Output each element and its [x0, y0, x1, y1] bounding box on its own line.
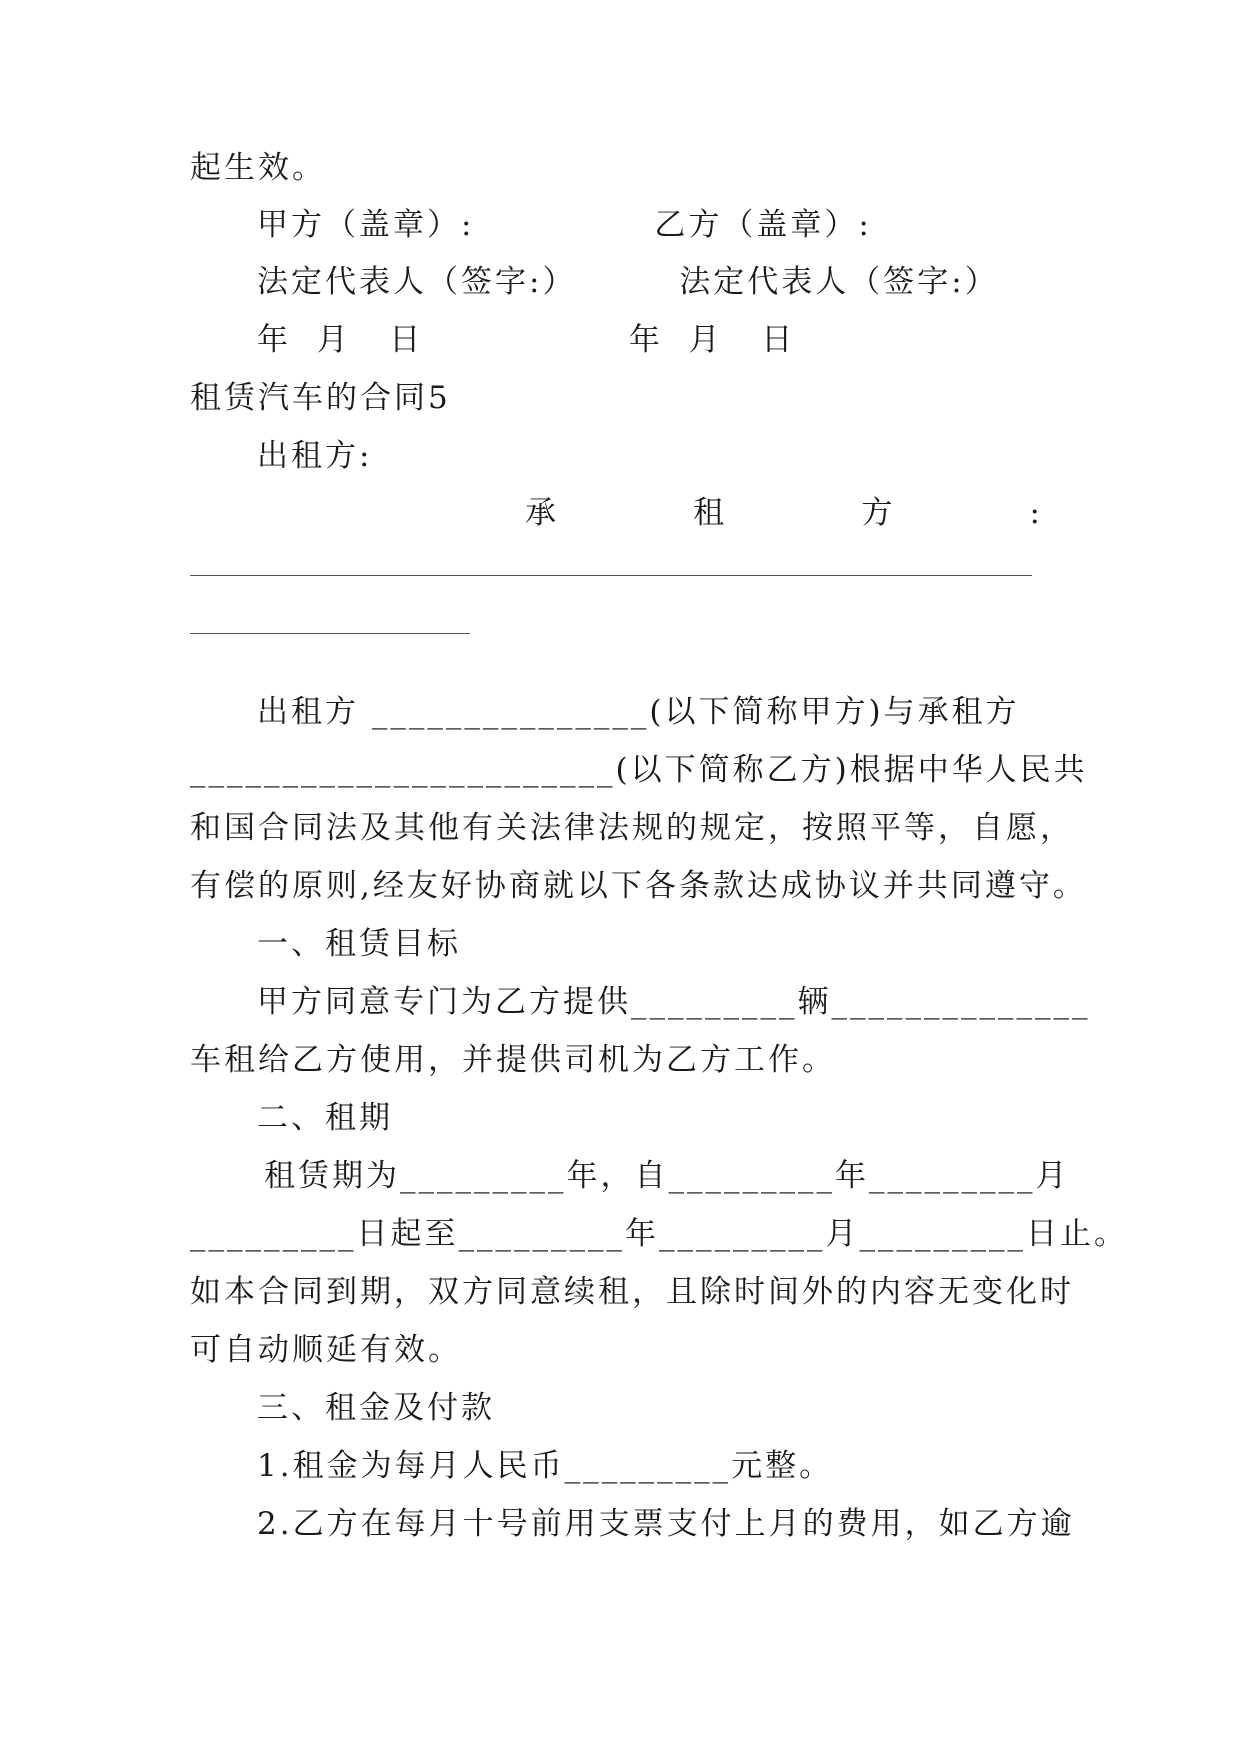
lessee-label [190, 493, 1040, 533]
section-heading: 二、租期 [257, 1100, 393, 1136]
text-line: 车租给乙方使用，并提供司机为乙方工作。 [190, 1042, 836, 1078]
text-line: 可自动顺延有效。 [190, 1332, 462, 1368]
text-line: 有偿的原则,经友好协商就以下各条款达成协议并共同遵守。 [190, 868, 1087, 904]
text-line: 和国合同法及其他有关法律法规的规定，按照平等，自愿， [190, 810, 1074, 846]
lessor-label: 出租方: [257, 438, 373, 474]
text-line: 出租方 _______________(以下简称甲方)与承租方 [257, 694, 1020, 730]
lessee-char: 租 [693, 495, 725, 531]
text-line: 起生效。 [190, 150, 326, 186]
blank-rule [190, 633, 470, 634]
text-line: _______________________(以下简称乙方)根据中华人民共 [190, 752, 1088, 788]
text-line: 甲方同意专门为乙方提供_________辆______________ [257, 984, 1091, 1020]
text-line: 1.租金为每月人民币_________元整。 [257, 1448, 834, 1484]
text-line: _________日起至_________年_________月_________日止。 [190, 1216, 1128, 1252]
lessee-char: : [1029, 495, 1040, 531]
legal-rep-line: 法定代表人（签字:） 法定代表人（签字:） [257, 264, 999, 300]
text-line: 租赁期为_________年，自_________年_________月 [264, 1158, 1070, 1194]
section-heading: 三、租金及付款 [257, 1390, 495, 1426]
text-line: 2.乙方在每月十号前用支票支付上月的费用，如乙方逾 [257, 1506, 1075, 1542]
blank-rule [190, 575, 1032, 576]
contract-title: 租赁汽车的合同5 [190, 380, 451, 416]
lessee-char: 方 [861, 495, 893, 531]
party-a-seal-line: 甲方（盖章）: 乙方（盖章）: [257, 207, 872, 243]
section-heading: 一、租赁目标 [257, 926, 461, 962]
lessee-char: 承 [525, 495, 556, 531]
text-line: 如本合同到期，双方同意续租，且除时间外的内容无变化时 [190, 1274, 1074, 1310]
date-line: 年 月 日 年 月 日 [257, 322, 796, 358]
